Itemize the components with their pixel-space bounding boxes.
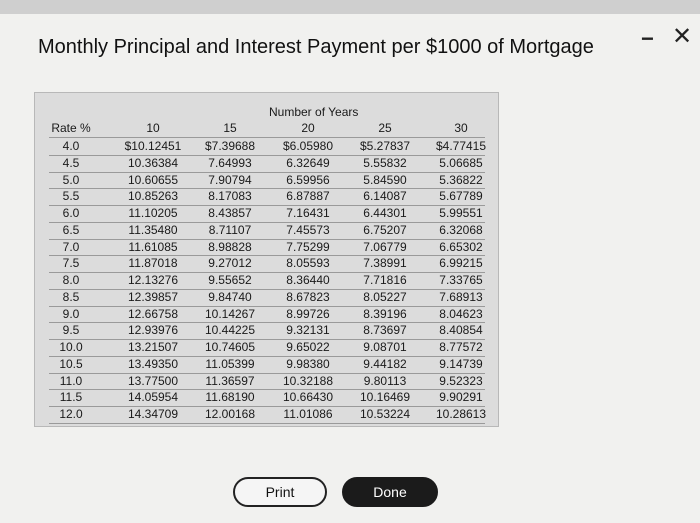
table-cell: 8.40854 bbox=[439, 323, 483, 338]
table-cell: 9.80113 bbox=[363, 373, 407, 388]
table-cell: 14.34709 bbox=[127, 407, 179, 421]
table-cell: 7.68913 bbox=[439, 289, 483, 304]
table-cell: 8.05227 bbox=[363, 289, 407, 304]
table-cell: 7.5 bbox=[62, 256, 80, 271]
table-cell: 7.0 bbox=[62, 239, 80, 254]
table-cell: 11.87018 bbox=[128, 256, 178, 271]
table-cell: 7.64993 bbox=[208, 155, 252, 170]
table-cell: 10.16469 bbox=[359, 390, 411, 405]
table-cell: 10.28613 bbox=[435, 407, 487, 421]
table-cell: 12.0 bbox=[59, 407, 83, 421]
table-cell: 7.38991 bbox=[363, 256, 407, 271]
table-cell: 5.67789 bbox=[439, 189, 483, 204]
table-cell: 10.5 bbox=[59, 356, 83, 371]
column-header: 25 bbox=[378, 121, 392, 135]
table-cell: 6.75207 bbox=[363, 222, 407, 237]
column-header: 20 bbox=[301, 121, 315, 135]
column-header: 30 bbox=[454, 121, 468, 135]
table-cell: $6.05980 bbox=[282, 139, 334, 153]
table-cell: 7.90794 bbox=[208, 172, 252, 187]
table-cell: 8.39196 bbox=[363, 306, 407, 321]
table-cell: 6.0 bbox=[62, 206, 80, 220]
done-button[interactable]: Done bbox=[342, 477, 438, 507]
table-divider bbox=[49, 137, 485, 138]
table-cell: 5.99551 bbox=[439, 206, 483, 220]
table-cell: 5.5 bbox=[62, 189, 80, 204]
table-cell: 5.36822 bbox=[439, 172, 483, 187]
table-cell: 6.32649 bbox=[286, 155, 330, 170]
table-cell: 7.16431 bbox=[286, 206, 330, 220]
mortgage-payment-table bbox=[49, 105, 485, 421]
table-cell: 7.71816 bbox=[363, 273, 407, 287]
table-cell: 10.74605 bbox=[204, 340, 256, 354]
table-cell: 8.99726 bbox=[286, 306, 330, 321]
table-cell: 11.61085 bbox=[128, 239, 178, 254]
table-cell: 6.32068 bbox=[439, 222, 483, 237]
table-cell: 10.85263 bbox=[127, 189, 179, 204]
table-cell: 8.73697 bbox=[363, 323, 407, 338]
table-cell: 5.84590 bbox=[363, 172, 407, 187]
table-cell: 13.49350 bbox=[127, 356, 179, 371]
close-icon[interactable]: ✕ bbox=[672, 23, 693, 50]
table-cell: 11.05399 bbox=[205, 356, 255, 371]
table-cell: $5.27837 bbox=[359, 139, 411, 153]
table-cell: 8.05593 bbox=[286, 256, 330, 271]
table-cell: 6.65302 bbox=[439, 239, 483, 254]
table-cell: 8.17083 bbox=[208, 189, 252, 204]
table-cell: 10.53224 bbox=[359, 407, 411, 421]
table-cell: 6.44301 bbox=[363, 206, 407, 220]
table-cell: 11.68190 bbox=[205, 390, 255, 405]
table-cell: 8.71107 bbox=[208, 222, 252, 237]
table-cell: 10.66430 bbox=[282, 390, 334, 405]
column-header: Rate % bbox=[51, 121, 91, 135]
minimize-icon[interactable]: − bbox=[641, 26, 654, 51]
table-cell: 5.0 bbox=[62, 172, 80, 187]
table-cell: 8.5 bbox=[62, 289, 80, 304]
table-cell: 13.77500 bbox=[127, 373, 179, 388]
table-cell: 5.55832 bbox=[363, 155, 407, 170]
table-cell: 12.39857 bbox=[127, 289, 179, 304]
table-cell: 9.90291 bbox=[439, 390, 483, 405]
table-cell: 8.98828 bbox=[208, 239, 252, 254]
table-cell: 4.5 bbox=[62, 155, 80, 170]
table-cell: 9.55652 bbox=[208, 273, 252, 287]
table-cell: 7.75299 bbox=[286, 239, 330, 254]
table-cell: 6.99215 bbox=[439, 256, 483, 271]
table-cell: 11.5 bbox=[59, 390, 83, 405]
table-cell: 11.0 bbox=[59, 373, 83, 388]
table-cell: 6.14087 bbox=[363, 189, 407, 204]
table-cell: 6.87887 bbox=[286, 189, 330, 204]
table-cell: 9.0 bbox=[62, 306, 80, 321]
table-cell: 7.06779 bbox=[363, 239, 407, 254]
table-cell: 9.32131 bbox=[286, 323, 330, 338]
table-cell: 10.60655 bbox=[127, 172, 179, 187]
table-cell: 9.14739 bbox=[439, 356, 483, 371]
table-cell: $10.12451 bbox=[124, 139, 182, 153]
table-cell: 6.5 bbox=[62, 222, 80, 237]
table-cell: 8.04623 bbox=[439, 306, 483, 321]
table-cell: 9.65022 bbox=[286, 340, 330, 354]
mortgage-table-panel bbox=[34, 92, 499, 427]
table-cell: 10.32188 bbox=[282, 373, 334, 388]
table-cell: $7.39688 bbox=[204, 139, 256, 153]
table-cell: 9.52323 bbox=[439, 373, 483, 388]
table-cell: 7.33765 bbox=[439, 273, 483, 287]
table-cell: 12.00168 bbox=[204, 407, 256, 421]
column-header: 15 bbox=[223, 121, 237, 135]
table-cell: 9.27012 bbox=[208, 256, 252, 271]
table-cell: 11.36597 bbox=[205, 373, 255, 388]
table-cell: 11.35480 bbox=[128, 222, 178, 237]
table-cell: 12.13276 bbox=[127, 273, 179, 287]
table-cell: 10.0 bbox=[59, 340, 83, 354]
print-button[interactable]: Print bbox=[233, 477, 327, 507]
table-cell: 9.98380 bbox=[286, 356, 330, 371]
table-cell: 11.01086 bbox=[283, 407, 333, 421]
table-cell: 12.66758 bbox=[127, 306, 179, 321]
table-cell: 8.0 bbox=[62, 273, 80, 287]
table-cell: 10.14267 bbox=[204, 306, 256, 321]
table-cell: 13.21507 bbox=[127, 340, 179, 354]
table-cell: 8.36440 bbox=[286, 273, 330, 287]
top-bar bbox=[0, 0, 700, 14]
table-cell: 5.06685 bbox=[439, 155, 483, 170]
table-cell: 12.93976 bbox=[127, 323, 179, 338]
dialog-title: Monthly Principal and Interest Payment per $1000 of Mortgage bbox=[38, 36, 594, 58]
table-cell: 6.59956 bbox=[286, 172, 330, 187]
table-cell: 7.45573 bbox=[286, 222, 330, 237]
table-cell: 9.5 bbox=[62, 323, 80, 338]
table-cell: 8.77572 bbox=[439, 340, 483, 354]
table-cell: 14.05954 bbox=[127, 390, 179, 405]
table-divider bbox=[49, 423, 485, 424]
table-cell: 9.08701 bbox=[363, 340, 407, 354]
table-cell: 10.36384 bbox=[127, 155, 179, 170]
table-cell: 9.44182 bbox=[363, 356, 407, 371]
table-cell: 4.0 bbox=[62, 139, 80, 153]
table-cell: $4.77415 bbox=[435, 139, 487, 153]
column-header: 10 bbox=[146, 121, 160, 135]
table-cell: 8.43857 bbox=[208, 206, 252, 220]
table-cell: 8.67823 bbox=[286, 289, 330, 304]
group-header: Number of Years bbox=[269, 105, 359, 119]
table-cell: 10.44225 bbox=[204, 323, 256, 338]
table-cell: 9.84740 bbox=[208, 289, 252, 304]
table-cell: 11.10205 bbox=[128, 206, 178, 220]
